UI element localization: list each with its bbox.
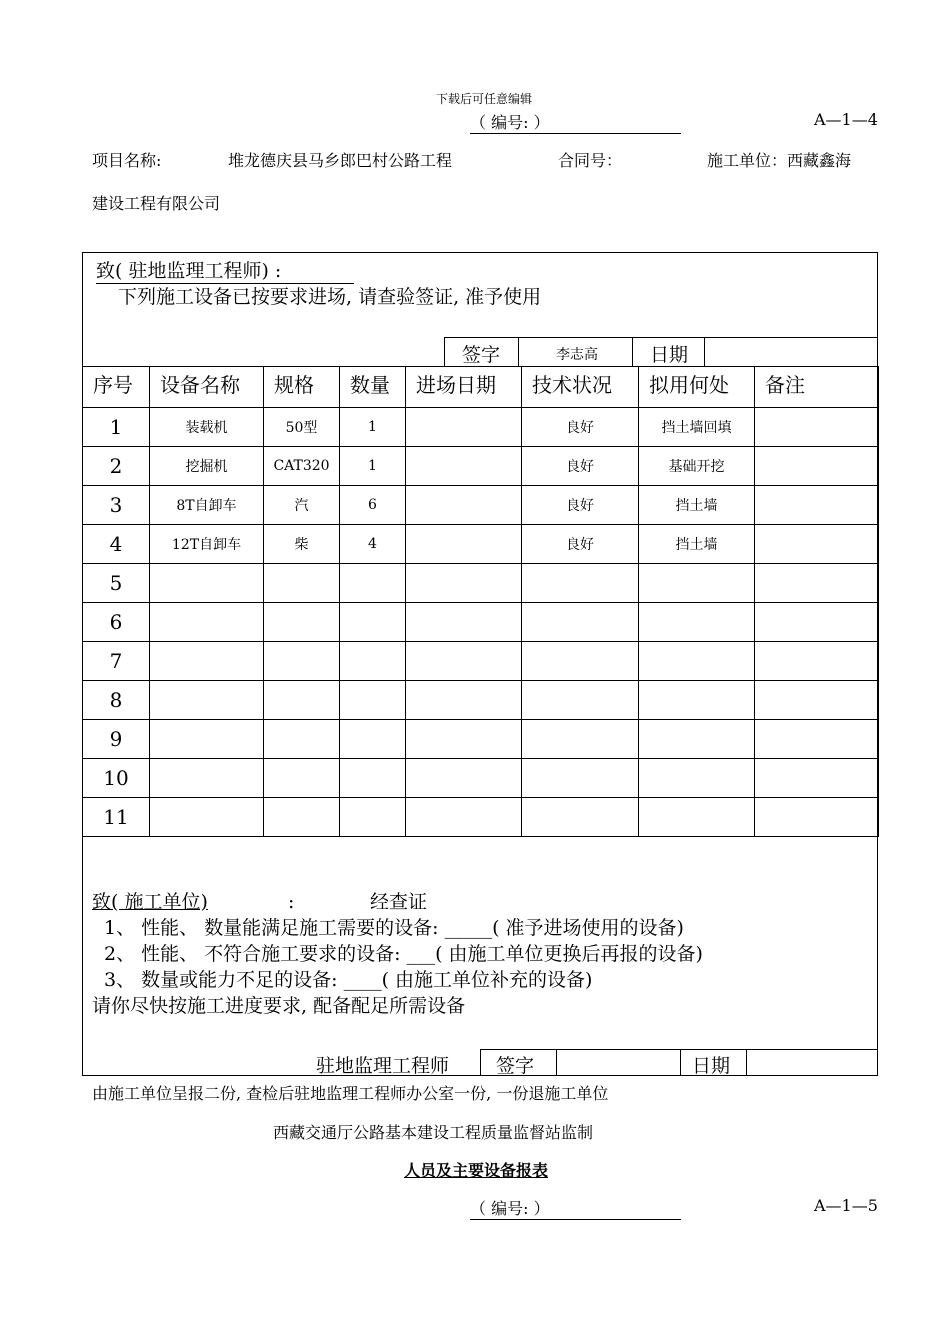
section-divider (82, 836, 878, 837)
col-header-spec: 规格 (264, 367, 340, 408)
sign-row-top-line (444, 337, 878, 338)
remark-cell (755, 486, 879, 525)
equipment-qty-cell (340, 759, 406, 798)
form-number-label (470, 110, 681, 134)
equipment-spec-cell: 汽 (264, 486, 340, 525)
equipment-name-cell (150, 642, 264, 681)
footer-note: 由施工单位呈报二份, 查检后驻地监理工程师办公室一份, 一份退施工单位 (92, 1084, 609, 1103)
to-contractor-colon: : (288, 891, 295, 913)
table-row (83, 408, 879, 447)
table-row (83, 603, 879, 642)
bottom-sign-top-line (480, 1049, 878, 1050)
intended-use-cell: 挡土墙回填 (639, 408, 755, 447)
equipment-qty-cell (340, 603, 406, 642)
sign-row-divider (632, 337, 633, 366)
remark-cell (755, 564, 879, 603)
tech-status-cell (522, 564, 639, 603)
tech-status-cell: 良好 (522, 447, 639, 486)
remark-cell (755, 603, 879, 642)
form-code-2: A—1—5 (814, 1196, 878, 1215)
intended-use-cell: 挡土墙 (639, 486, 755, 525)
table-row (83, 642, 879, 681)
tech-status-cell (522, 720, 639, 759)
table-row (83, 720, 879, 759)
entry-date-cell (406, 681, 522, 720)
equipment-name-cell (150, 681, 264, 720)
tech-status-cell: 良好 (522, 408, 639, 447)
row-number-cell: 5 (83, 564, 150, 603)
entry-date-cell (406, 798, 522, 837)
sign-row-divider (444, 337, 445, 366)
check-item-3: 3、 数量或能力不足的设备: ____( 由施工单位补充的设备) (104, 969, 593, 991)
equipment-spec-cell (264, 642, 340, 681)
contractor-label: 施工单位：西藏鑫海 (707, 151, 852, 170)
row-number-cell: 3 (83, 486, 150, 525)
remark-cell (755, 642, 879, 681)
entry-date-cell (406, 642, 522, 681)
intended-use-cell (639, 642, 755, 681)
tech-status-cell: 良好 (522, 486, 639, 525)
col-header-note: 备注 (755, 367, 879, 408)
equipment-name-cell: 挖掘机 (150, 447, 264, 486)
form-number-text-2: （ 编号: ） (470, 1199, 550, 1218)
equipment-qty-cell: 4 (340, 525, 406, 564)
intended-use-cell (639, 603, 755, 642)
equipment-spec-cell (264, 564, 340, 603)
watermark-text: 下载后可任意编辑 (436, 92, 533, 106)
table-row (83, 798, 879, 837)
equipment-spec-cell (264, 798, 340, 837)
project-label: 项目名称: (92, 151, 162, 170)
equipment-name-cell (150, 720, 264, 759)
tech-status-cell (522, 798, 639, 837)
remark-cell (755, 720, 879, 759)
intended-use-cell: 基础开挖 (639, 447, 755, 486)
tech-status-cell: 良好 (522, 525, 639, 564)
intended-use-cell (639, 720, 755, 759)
row-number-cell: 7 (83, 642, 150, 681)
equipment-qty-cell (340, 798, 406, 837)
sign-label: 签字 (462, 344, 501, 366)
equipment-table (82, 366, 879, 837)
equipment-qty-cell: 6 (340, 486, 406, 525)
col-header-name: 设备名称 (150, 367, 264, 408)
entry-date-cell (406, 564, 522, 603)
to-engineer-text: 致( 驻地监理工程师) : (96, 260, 282, 282)
form-number-label-2 (470, 1196, 681, 1220)
equipment-spec-cell (264, 720, 340, 759)
entry-date-cell (406, 408, 522, 447)
row-number-cell: 2 (83, 447, 150, 486)
remark-cell (755, 447, 879, 486)
equipment-name-cell: 12T自卸车 (150, 525, 264, 564)
tech-status-cell (522, 681, 639, 720)
entry-date-cell (406, 759, 522, 798)
equipment-qty-cell (340, 642, 406, 681)
equipment-spec-cell (264, 681, 340, 720)
date-label-2: 日期 (692, 1055, 731, 1077)
sign-value: 李志高 (556, 347, 598, 363)
remark-cell (755, 759, 879, 798)
check-item-1: 1、 性能、 数量能满足施工需要的设备: _____( 准予进场使用的设备) (104, 917, 684, 939)
entry-date-cell (406, 447, 522, 486)
entry-date-cell (406, 720, 522, 759)
project-name: 堆龙德庆县马乡郎巴村公路工程 (228, 151, 453, 170)
bottom-sign-divider (480, 1049, 481, 1076)
col-header-use: 拟用何处 (639, 367, 755, 408)
form-number-text: （ 编号: ） (470, 113, 550, 132)
tech-status-cell (522, 759, 639, 798)
tech-status-cell (522, 642, 639, 681)
table-row (83, 525, 879, 564)
equipment-qty-cell (340, 681, 406, 720)
equipment-name-cell: 装载机 (150, 408, 264, 447)
to-contractor (92, 887, 294, 914)
remark-cell (755, 525, 879, 564)
row-number-cell: 9 (83, 720, 150, 759)
intended-use-cell (639, 759, 755, 798)
col-header-qty: 数量 (340, 367, 406, 408)
contractor-name-cont: 建设工程有限公司 (92, 194, 221, 213)
entry-date-cell (406, 486, 522, 525)
form-code: A—1—4 (814, 110, 878, 129)
equipment-qty-cell: 1 (340, 408, 406, 447)
equipment-name-cell (150, 603, 264, 642)
sign-row-divider (704, 337, 705, 366)
entry-date-cell (406, 603, 522, 642)
sign-row-divider (518, 337, 519, 366)
table-body (83, 408, 879, 837)
table-row (83, 447, 879, 486)
table-row (83, 759, 879, 798)
engineer-label: 驻地监理工程师 (316, 1055, 450, 1077)
closing-text: 请你尽快按施工进度要求, 配备配足所需设备 (92, 995, 466, 1017)
equipment-name-cell (150, 564, 264, 603)
intended-use-cell (639, 798, 755, 837)
table-row (83, 681, 879, 720)
intended-use-cell (639, 681, 755, 720)
equipment-name-cell: 8T自卸车 (150, 486, 264, 525)
row-number-cell: 10 (83, 759, 150, 798)
next-form-title: 人员及主要设备报表 (404, 1161, 549, 1180)
equipment-spec-cell: 柴 (264, 525, 340, 564)
table-header-row (83, 367, 879, 408)
equipment-qty-cell (340, 564, 406, 603)
col-header-status: 技术状况 (522, 367, 639, 408)
to-engineer (96, 256, 354, 284)
equipment-qty-cell: 1 (340, 447, 406, 486)
bottom-sign-divider (556, 1049, 557, 1076)
request-text: 下列施工设备已按要求进场, 请查验签证, 准予使用 (118, 286, 542, 308)
row-number-cell: 11 (83, 798, 150, 837)
bottom-sign-divider (746, 1049, 747, 1076)
equipment-name-cell (150, 759, 264, 798)
supervisor-text: 西藏交通厅公路基本建设工程质量监督站监制 (273, 1123, 594, 1142)
sign-label-2: 签字 (496, 1055, 535, 1077)
checked-text: 经查证 (370, 891, 428, 913)
row-number-cell: 8 (83, 681, 150, 720)
date-label: 日期 (650, 344, 689, 366)
check-item-2: 2、 性能、 不符合施工要求的设备: ___( 由施工单位更换后再报的设备) (104, 943, 703, 965)
table-row (83, 486, 879, 525)
col-header-date: 进场日期 (406, 367, 522, 408)
to-contractor-text: 致( 施工单位) (92, 891, 208, 913)
row-number-cell: 1 (83, 408, 150, 447)
equipment-spec-cell: CAT320 (264, 447, 340, 486)
intended-use-cell: 挡土墙 (639, 525, 755, 564)
row-number-cell: 6 (83, 603, 150, 642)
equipment-spec-cell (264, 603, 340, 642)
col-header-no: 序号 (83, 367, 150, 408)
intended-use-cell (639, 564, 755, 603)
equipment-spec-cell: 50型 (264, 408, 340, 447)
row-number-cell: 4 (83, 525, 150, 564)
entry-date-cell (406, 525, 522, 564)
contract-label: 合同号： (558, 151, 623, 170)
equipment-name-cell (150, 798, 264, 837)
equipment-qty-cell (340, 720, 406, 759)
tech-status-cell (522, 603, 639, 642)
remark-cell (755, 681, 879, 720)
equipment-spec-cell (264, 759, 340, 798)
remark-cell (755, 408, 879, 447)
bottom-sign-divider (680, 1049, 681, 1076)
table-row (83, 564, 879, 603)
remark-cell (755, 798, 879, 837)
